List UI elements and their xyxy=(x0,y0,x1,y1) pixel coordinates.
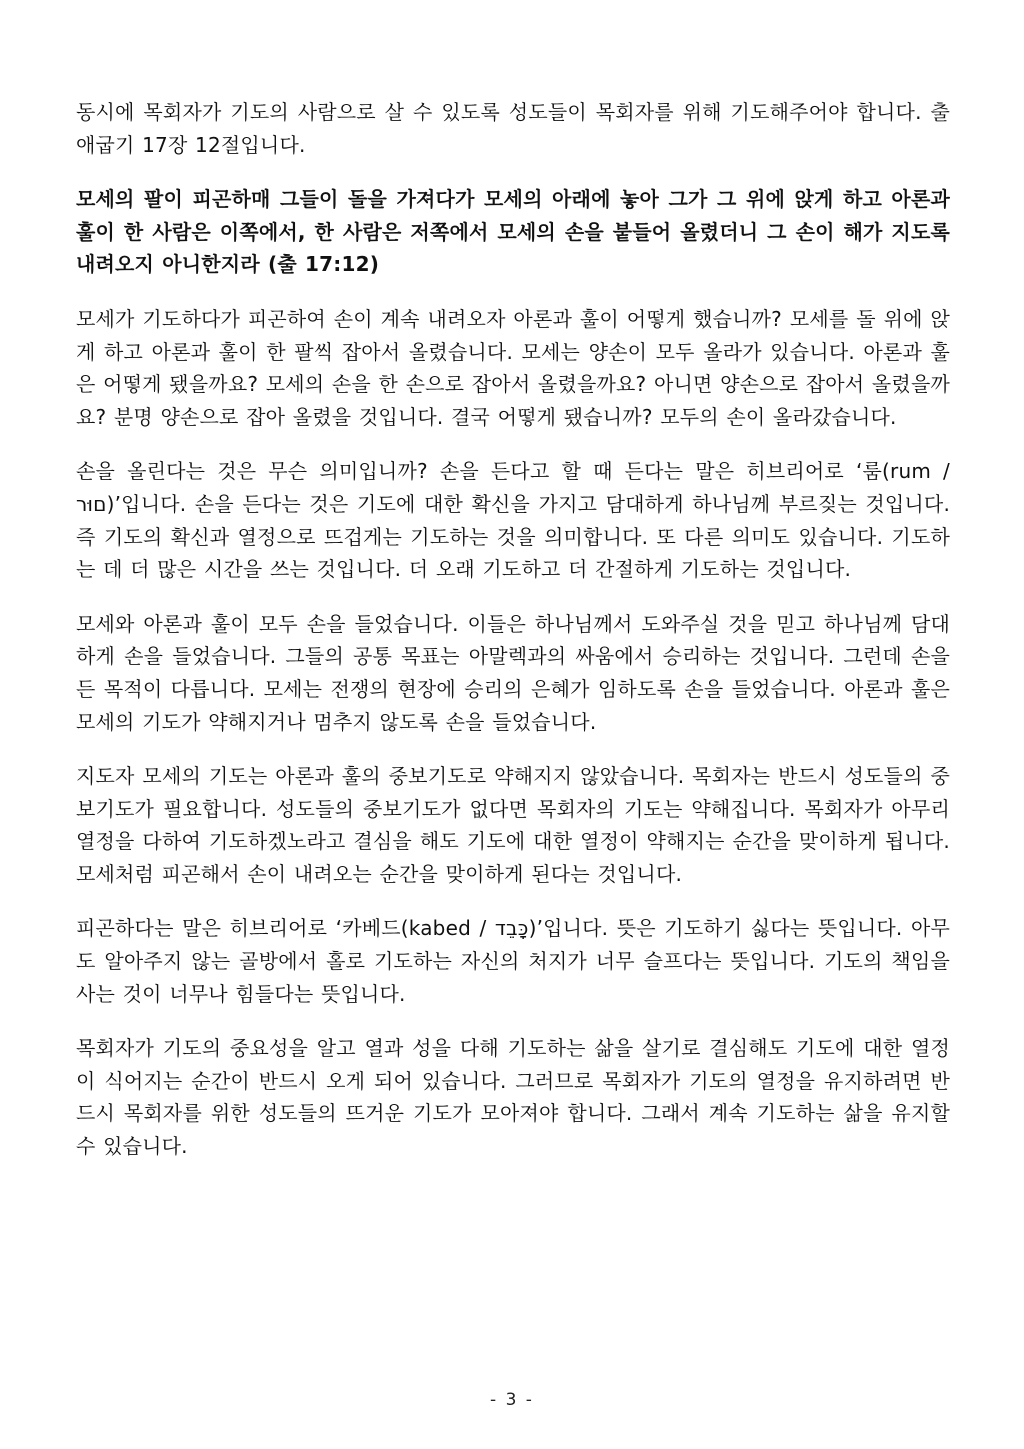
scripture-quote: 모세의 팔이 피곤하매 그들이 돌을 가져다가 모세의 아래에 놓아 그가 그 위에 앉게 하고 아론과 훌이 한 사람은 이쪽에서, 한 사람은 저쪽에서 모세의 손을 붙들어 올렸더니 그 손이 해가 지도록 내려오지 아니한지라 (출 17:12) xyxy=(76,187,950,277)
document-body xyxy=(76,96,950,1185)
paragraph-intercession: 지도자 모세의 기도는 아론과 훌의 중보기도로 약해지지 않았습니다. 목회자는 반드시 성도들의 중보기도가 필요합니다. 성도들의 중보기도가 없다면 목회자의 기도는 약해집니다. 목회자가 아무리 열정을 다하여 기도하겠노라고 결심을 해도 기도에 대한 열정이 약해지는 순간을 맞이하게 됩니다. 모세처럼 피곤해서 손이 내려오는 순간을 맞이하게 된다는 것입니다. xyxy=(76,764,950,886)
paragraph-intro: 동시에 목회자가 기도의 사람으로 살 수 있도록 성도들이 목회자를 위해 기도해주어야 합니다. 출애굽기 17장 12절입니다. xyxy=(76,100,950,157)
page-number: - 3 - xyxy=(490,1390,534,1410)
paragraph-moses-hands: 모세가 기도하다가 피곤하여 손이 계속 내려오자 아론과 훌이 어떻게 했습니까? 모세를 돌 위에 앉게 하고 아론과 훌이 한 팔씩 잡아서 올렸습니다. 모세는 양손이 모두 올라가 있습니다. 아론과 훌은 어떻게 됐을까요? 모세의 손을 한 손으로 잡아서 올렸을까요? 아니면 양손으로 잡아서 올렸을까요? 분명 양손으로 잡아 올렸을 것입니다. 결국 어떻게 됐습니까? 모두의 손이 올라갔습니다. xyxy=(76,306,950,429)
paragraph-raised-hands: 모세와 아론과 훌이 모두 손을 들었습니다. 이들은 하나님께서 도와주실 것을 믿고 하나님께 담대하게 손을 들었습니다. 그들의 공통 목표는 아말렉과의 싸움에서 승리하는 것입니다. 그런데 손을 든 목적이 다릅니다. 모세는 전쟁의 현장에 승리의 은혜가 임하도록 손을 들었습니다. 아론과 훌은 모세의 기도가 약해지거나 멈추지 않도록 손을 들었습니다. xyxy=(76,611,950,734)
paragraph-conclusion: 목회자가 기도의 중요성을 알고 열과 성을 다해 기도하는 삶을 살기로 결심해도 기도에 대한 열정이 식어지는 순간이 반드시 오게 되어 있습니다. 그러므로 목회자가 기도의 열정을 유지하려면 반드시 목회자를 위한 성도들의 뜨거운 기도가 모아져야 합니다. 그래서 계속 기도하는 삶을 유지할 수 있습니다. xyxy=(76,1036,950,1159)
paragraph-rum-meaning: 손을 올린다는 것은 무슨 의미입니까? 손을 든다고 할 때 든다는 말은 히브리어로 ‘룸(rum / םוּר)’입니다. 손을 든다는 것은 기도에 대한 확신을 가지고 담대하게 하나님께 부르짖는 것입니다. 즉 기도의 확신과 열정으로 뜨겁게는 기도하는 것을 의미합니다. 또 다른 의미도 있습니다. 기도하는 데 더 많은 시간을 쓰는 것입니다. 더 오래 기도하고 더 간절하게 기도하는 것입니다. xyxy=(76,459,950,582)
paragraph-kabed-meaning: 피곤하다는 말은 히브리어로 ‘카베드(kabed / כָּבֵד)’입니다. 뜻은 기도하기 싫다는 뜻입니다. 아무도 알아주지 않는 골방에서 홀로 기도하는 자신의 처지가 너무 슬프다는 뜻입니다. 기도의 책임을 사는 것이 너무나 힘들다는 뜻입니다. xyxy=(76,916,950,1006)
